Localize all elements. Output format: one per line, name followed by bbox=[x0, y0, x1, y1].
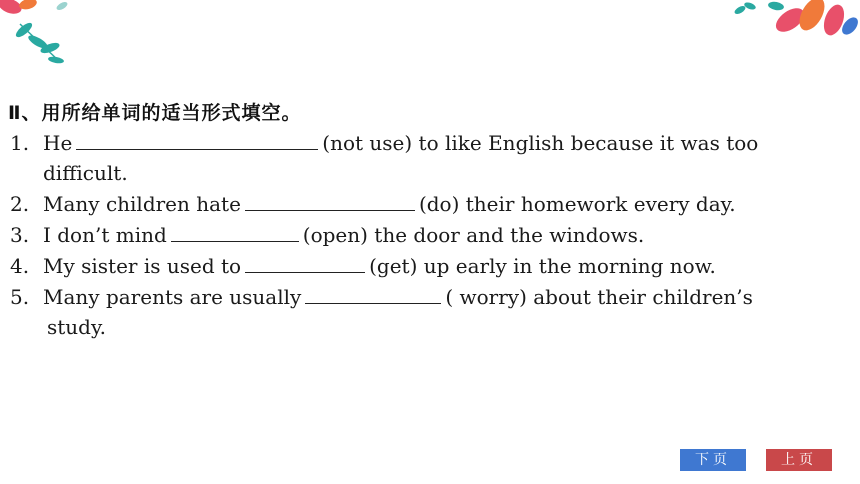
question-hint: ( worry) about their children’s bbox=[445, 285, 753, 309]
question-text: My sister is used to bbox=[43, 254, 242, 278]
question-number: 2. bbox=[10, 192, 30, 216]
question-text: Many parents are usually bbox=[43, 285, 302, 309]
question-hint: (not use) to like English because it was too bbox=[322, 131, 759, 155]
question-1 bbox=[10, 128, 758, 158]
answer-blank[interactable] bbox=[245, 192, 415, 211]
leaf-decoration-right bbox=[730, 0, 860, 60]
question-text: Many children hate bbox=[43, 192, 241, 216]
question-number: 5. bbox=[10, 285, 30, 309]
question-text: I don’t mind bbox=[43, 223, 167, 247]
question-number: 1. bbox=[10, 131, 30, 155]
answer-blank[interactable] bbox=[245, 254, 365, 273]
section-heading: Ⅱ、用所给单词的适当形式填空。 bbox=[8, 102, 302, 124]
question-hint: (get) up early in the morning now. bbox=[369, 254, 716, 278]
question-5 bbox=[10, 282, 753, 312]
question-number: 3. bbox=[10, 223, 30, 247]
question-5-continuation: study. bbox=[47, 315, 106, 339]
answer-blank[interactable] bbox=[305, 285, 441, 304]
question-3 bbox=[10, 220, 644, 250]
question-hint: (do) their homework every day. bbox=[418, 192, 736, 216]
next-page-button[interactable]: 下页 bbox=[680, 449, 746, 471]
question-2 bbox=[10, 189, 736, 219]
question-text: He bbox=[43, 131, 73, 155]
answer-blank[interactable] bbox=[76, 131, 318, 150]
question-hint: (open) the door and the windows. bbox=[302, 223, 645, 247]
answer-blank[interactable] bbox=[171, 223, 299, 242]
question-4 bbox=[10, 251, 716, 281]
question-1-continuation: difficult. bbox=[43, 161, 128, 185]
question-number: 4. bbox=[10, 254, 30, 278]
previous-page-button[interactable]: 上页 bbox=[766, 449, 832, 471]
leaf-decoration-left bbox=[0, 0, 90, 70]
